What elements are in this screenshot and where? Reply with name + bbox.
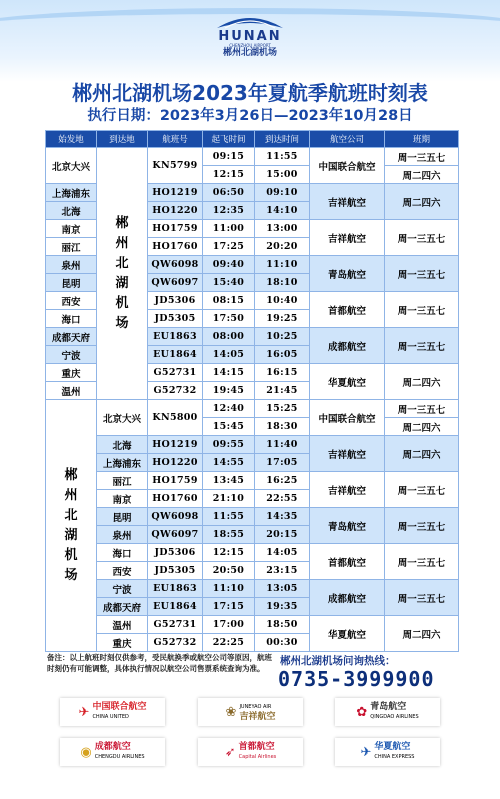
origin-airport-cell: [46, 400, 97, 652]
logo-cn: 首都航空: [238, 742, 275, 752]
arrival-cell: 15:25: [255, 400, 310, 418]
table-header-row: [46, 131, 459, 148]
days-cell: 周二四六: [385, 364, 459, 400]
qingdao-logo: [335, 698, 440, 726]
flight-cell: HO1220: [148, 202, 203, 220]
flight-cell: HO1760: [148, 490, 203, 508]
flight-cell: G52732: [148, 634, 203, 652]
logo-cn: 中国联合航空: [92, 702, 147, 712]
airport-char: 湖: [115, 275, 129, 291]
logo-cn: 吉祥航空: [239, 712, 276, 722]
header-airline: 航空公司: [310, 131, 385, 148]
origin-cell: 宁波: [46, 346, 97, 364]
days-cell: 周二四六: [385, 436, 459, 472]
days-cell: 周二四六: [385, 616, 459, 652]
juneyao-icon: ❀: [225, 704, 237, 720]
airport-char: 机: [115, 295, 129, 311]
arrival-cell: 20:20: [255, 238, 310, 256]
days-cell: 周二四六: [385, 166, 459, 184]
logo-wing-icon: [215, 12, 285, 30]
footer-note: 备注：以上航班时刻仅供参考，受民航换季或航空公司等原因，航班时刻仍有可能调整，具体执行情况以航空公司售票系统查询为准。: [47, 653, 272, 673]
days-cell: 周一三五七: [385, 292, 459, 328]
table-row: [46, 148, 459, 166]
arrival-cell: 18:30: [255, 418, 310, 436]
airport-char: 北: [115, 255, 129, 271]
logo-cn: 成都航空: [94, 742, 131, 752]
departure-cell: 09:55: [203, 436, 255, 454]
arrival-cell: 11:10: [255, 256, 310, 274]
origin-cell: 西安: [46, 292, 97, 310]
airline-cell: 中国联合航空: [310, 400, 385, 436]
juneyao-logo: [198, 698, 303, 726]
capital-logo: [198, 738, 303, 766]
logo-en: CHINA EXPRESS: [374, 754, 415, 760]
origin-cell: 北京大兴: [46, 148, 97, 184]
departure-cell: 15:40: [203, 274, 255, 292]
logo-en: CHINA UNITED: [92, 714, 129, 720]
airline-cell: 中国联合航空: [310, 148, 385, 184]
logo-text-cn: 郴州北湖机场: [222, 48, 277, 58]
departure-cell: 15:45: [203, 418, 255, 436]
flight-cell: QW6098: [148, 508, 203, 526]
arrival-cell: 19:25: [255, 310, 310, 328]
destination-cell: 北京大兴: [97, 400, 148, 436]
airline-cell: 首都航空: [310, 292, 385, 328]
flight-cell: HO1219: [148, 436, 203, 454]
departure-cell: 11:10: [203, 580, 255, 598]
departure-cell: 09:15: [203, 148, 255, 166]
arrival-cell: 13:05: [255, 580, 310, 598]
airline-cell: 吉祥航空: [310, 184, 385, 220]
table-row: [46, 544, 459, 562]
arrival-cell: 20:15: [255, 526, 310, 544]
airline-cell: 成都航空: [310, 328, 385, 364]
departure-cell: 12:15: [203, 544, 255, 562]
origin-cell: 温州: [46, 382, 97, 400]
flight-cell: QW6098: [148, 256, 203, 274]
origin-cell: 成都天府: [46, 328, 97, 346]
flight-cell: KN5800: [148, 400, 203, 436]
departure-cell: 11:55: [203, 508, 255, 526]
flight-cell: HO1220: [148, 454, 203, 472]
table-row: [46, 400, 459, 418]
departure-cell: 19:45: [203, 382, 255, 400]
qingdao-icon: ✿: [356, 704, 368, 720]
arrival-cell: 00:30: [255, 634, 310, 652]
arrival-cell: 14:05: [255, 544, 310, 562]
days-cell: 周二四六: [385, 184, 459, 220]
header-destination: 到达地: [97, 131, 148, 148]
flight-cell: EU1864: [148, 346, 203, 364]
airline-cell: 华夏航空: [310, 616, 385, 652]
arrival-cell: 16:15: [255, 364, 310, 382]
airline-cell: 吉祥航空: [310, 472, 385, 508]
flight-schedule-table: [45, 130, 459, 652]
arrival-cell: 10:40: [255, 292, 310, 310]
airport-char: 机: [64, 547, 78, 563]
origin-cell: 北海: [46, 202, 97, 220]
destination-cell: 海口: [97, 544, 148, 562]
destination-cell: 重庆: [97, 634, 148, 652]
flight-cell: KN5799: [148, 148, 203, 184]
days-cell: 周一三五七: [385, 328, 459, 364]
table-row: [46, 508, 459, 526]
flight-cell: EU1863: [148, 328, 203, 346]
logo-cn: 华夏航空: [374, 742, 411, 752]
departure-cell: 17:50: [203, 310, 255, 328]
departure-cell: 14:05: [203, 346, 255, 364]
departure-cell: 17:15: [203, 598, 255, 616]
destination-cell: 丽江: [97, 472, 148, 490]
origin-cell: 南京: [46, 220, 97, 238]
airport-char: 州: [64, 487, 78, 503]
airline-cell: 吉祥航空: [310, 436, 385, 472]
china-united-logo: [60, 698, 165, 726]
origin-cell: 上海浦东: [46, 184, 97, 202]
destination-cell: 昆明: [97, 508, 148, 526]
arrival-cell: 14:10: [255, 202, 310, 220]
hotline-number: 0735-3999900: [278, 667, 435, 691]
origin-cell: 昆明: [46, 274, 97, 292]
airline-cell: 首都航空: [310, 544, 385, 580]
airline-cell: 青岛航空: [310, 256, 385, 292]
arrival-cell: 09:10: [255, 184, 310, 202]
arrival-cell: 22:55: [255, 490, 310, 508]
airport-char: 场: [64, 567, 78, 583]
airline-cell: 吉祥航空: [310, 220, 385, 256]
page-subtitle: 执行日期：2023年3月26日—2023年10月28日: [87, 108, 413, 124]
destination-cell: 西安: [97, 562, 148, 580]
destination-cell: 成都天府: [97, 598, 148, 616]
destination-cell: 宁波: [97, 580, 148, 598]
departure-cell: 08:00: [203, 328, 255, 346]
airport-char: 场: [115, 315, 129, 331]
chengdu-logo: [60, 738, 165, 766]
arrival-cell: 10:25: [255, 328, 310, 346]
flight-cell: HO1759: [148, 220, 203, 238]
china-express-logo: [335, 738, 440, 766]
table-row: [46, 580, 459, 598]
days-cell: 周一三五七: [385, 472, 459, 508]
departure-cell: 18:55: [203, 526, 255, 544]
departure-cell: 12:40: [203, 400, 255, 418]
departure-cell: 09:40: [203, 256, 255, 274]
days-cell: 周一三五七: [385, 544, 459, 580]
airline-cell: 成都航空: [310, 580, 385, 616]
header-origin: 始发地: [46, 131, 97, 148]
destination-cell: 上海浦东: [97, 454, 148, 472]
airline-cell: 华夏航空: [310, 364, 385, 400]
arrival-cell: 17:05: [255, 454, 310, 472]
header-flight: 航班号: [148, 131, 203, 148]
origin-cell: 丽江: [46, 238, 97, 256]
airport-char: 湖: [64, 527, 78, 543]
arrival-cell: 18:10: [255, 274, 310, 292]
departure-cell: 14:55: [203, 454, 255, 472]
departure-cell: 21:10: [203, 490, 255, 508]
airport-char: 郴: [115, 215, 129, 231]
flight-cell: JD5306: [148, 292, 203, 310]
header-arrival: 到达时间: [255, 131, 310, 148]
destination-cell: 温州: [97, 616, 148, 634]
flight-cell: EU1864: [148, 598, 203, 616]
departure-cell: 12:15: [203, 166, 255, 184]
table-row: [46, 616, 459, 634]
flight-cell: QW6097: [148, 274, 203, 292]
days-cell: 周一三五七: [385, 508, 459, 544]
flight-cell: G52732: [148, 382, 203, 400]
flight-cell: EU1863: [148, 580, 203, 598]
days-cell: 周二四六: [385, 418, 459, 436]
destination-cell: 北海: [97, 436, 148, 454]
arrival-cell: 14:35: [255, 508, 310, 526]
arrival-cell: 11:55: [255, 148, 310, 166]
flight-cell: G52731: [148, 616, 203, 634]
logo-en: QINGDAO AIRLINES: [370, 714, 419, 720]
destination-airport-cell: [97, 148, 148, 400]
table-row: [46, 436, 459, 454]
logo-text-small: CHENZHOU AIRPORT: [229, 43, 271, 48]
logo-cn: 青岛航空: [370, 702, 407, 712]
flight-cell: G52731: [148, 364, 203, 382]
arrival-cell: 18:50: [255, 616, 310, 634]
page-title: 郴州北湖机场2023年夏航季航班时刻表: [72, 81, 428, 105]
days-cell: 周一三五七: [385, 580, 459, 616]
days-cell: 周一三五七: [385, 400, 459, 418]
departure-cell: 13:45: [203, 472, 255, 490]
departure-cell: 22:25: [203, 634, 255, 652]
logo-en: CHENGDU AIRLINES: [94, 754, 145, 760]
departure-cell: 11:00: [203, 220, 255, 238]
destination-cell: 泉州: [97, 526, 148, 544]
flight-cell: JD5306: [148, 544, 203, 562]
arrival-cell: 16:05: [255, 346, 310, 364]
days-cell: 周一三五七: [385, 256, 459, 292]
arrival-cell: 23:15: [255, 562, 310, 580]
destination-cell: 南京: [97, 490, 148, 508]
departure-cell: 14:15: [203, 364, 255, 382]
airline-cell: 青岛航空: [310, 508, 385, 544]
arrival-cell: 15:00: [255, 166, 310, 184]
arrival-cell: 21:45: [255, 382, 310, 400]
logo-en: JUNEYAO AIR: [239, 704, 272, 710]
capital-icon: ➶: [224, 744, 236, 760]
days-cell: 周一三五七: [385, 220, 459, 256]
chengdu-icon: ◉: [80, 744, 92, 760]
origin-cell: 泉州: [46, 256, 97, 274]
departure-cell: 06:50: [203, 184, 255, 202]
arrival-cell: 19:35: [255, 598, 310, 616]
header-departure: 起飞时间: [203, 131, 255, 148]
days-cell: 周一三五七: [385, 148, 459, 166]
airport-char: 郴: [64, 467, 78, 483]
departure-cell: 20:50: [203, 562, 255, 580]
departure-cell: 17:00: [203, 616, 255, 634]
origin-cell: 海口: [46, 310, 97, 328]
logo-en: Capital Airlines: [238, 754, 277, 760]
departure-cell: 17:25: [203, 238, 255, 256]
china-express-icon: ✈: [360, 744, 372, 760]
arrival-cell: 16:25: [255, 472, 310, 490]
logo-text-en: HUNAN: [218, 29, 282, 44]
hotline-label: 郴州北湖机场问询热线：: [280, 655, 396, 667]
flight-cell: JD5305: [148, 562, 203, 580]
airport-char: 州: [115, 235, 129, 251]
arrival-cell: 13:00: [255, 220, 310, 238]
flight-cell: HO1760: [148, 238, 203, 256]
table-row: [46, 472, 459, 490]
airport-char: 北: [64, 507, 78, 523]
flight-cell: HO1219: [148, 184, 203, 202]
origin-cell: 重庆: [46, 364, 97, 382]
hunan-logo: [180, 12, 320, 62]
airline-logos: [60, 698, 440, 788]
flight-cell: HO1759: [148, 472, 203, 490]
departure-cell: 12:35: [203, 202, 255, 220]
arrival-cell: 11:40: [255, 436, 310, 454]
china-united-icon: ✈: [78, 704, 90, 720]
header-days: 班期: [385, 131, 459, 148]
flight-cell: JD5305: [148, 310, 203, 328]
departure-cell: 08:15: [203, 292, 255, 310]
flight-cell: QW6097: [148, 526, 203, 544]
